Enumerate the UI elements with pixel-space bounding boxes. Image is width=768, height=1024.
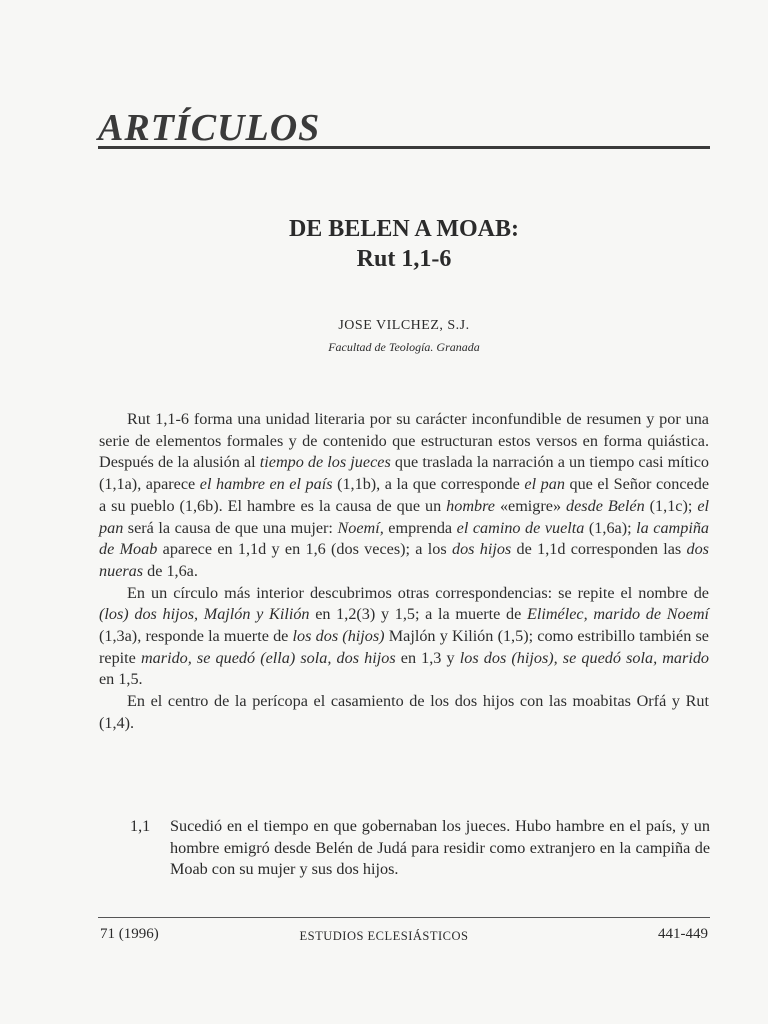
italic-run: dos nueras [99,540,709,580]
italic-run: Noemí, [337,518,384,537]
verse-quote [130,816,710,881]
italic-run: dos hijos [451,540,512,559]
italic-run: Elimélec, marido de Noemí [526,605,710,624]
author-affiliation: Facultad de Teología. Granada [328,340,480,354]
text-run: de 1,1d corresponden las [511,540,687,559]
header-rule [98,146,710,149]
text-run: en 1,3 y [395,648,460,667]
text-run: (1,3a), responde la muerte de [99,627,293,646]
italic-run: el hambre en el país [199,475,333,494]
text-run: Majlón y Kilión (1,5); como estribillo también se repite [99,627,709,667]
italic-run: hombre [446,496,495,515]
text-run: de 1,6a. [143,561,198,580]
footer-rule [98,917,710,918]
text-run: aparece en 1,1d y en 1,6 (dos veces); a los [157,540,452,559]
italic-run: los dos (hijos), se quedó sola, marido [459,648,710,667]
italic-run: el camino de vuelta [456,518,585,537]
italic-run: la campiña de Moab [99,518,710,559]
author-name: JOSE VILCHEZ, S.J. [338,318,470,333]
text-run: que traslada la narración a un tiempo casi mítico (1,1a), aparece [99,453,710,494]
text-run: en 1,5. [99,670,143,689]
article-title [98,214,710,274]
title-line-2: Rut 1,1-6 [356,246,452,272]
italic-run: desde Belén [566,496,645,515]
text-run: en 1,2(3) y 1,5; a la muerte de [309,605,527,624]
text-run: (1,6a); [584,518,637,537]
text-run: En un círculo más interior descubrimos otras correspondencias: se repite el nombre de [127,583,709,602]
text-run: «emigre» [494,496,567,515]
text-run: (1,1c); [644,496,698,515]
verse-text: Sucedió en el tiempo en que gobernaban los jueces. Hubo hambre en el país, y un hombre emigró desde Belén de Judá para residir como extranjero en la campiña de Moab con su mujer y sus dos hijos. [170,817,710,878]
text-run: (1,1b), a la que corresponde [332,475,525,494]
section-header: ARTÍCULOS [98,107,321,149]
paragraph-3: En el centro de la perícopa el casamiento de los dos hijos con las moabitas Orfá y Rut (1,4). [99,692,709,732]
italic-run: marido, se quedó (ella) sola, dos hijos [140,648,396,667]
paragraph-2 [99,583,709,692]
italic-run: (los) dos hijos, Majlón y Kilión [99,605,310,624]
text-run: Rut 1,1-6 forma una unidad literaria por su carácter inconfundible de resumen y por una serie de elementos formales y de contenido que estructuran estos versos en forma quiástica. Después de la alusión al [99,410,709,472]
footer-volume: 71 (1996) [100,926,159,942]
italic-run: el pan [99,496,709,537]
text-run: que el Señor concede a su pueblo (1,6b). El hambre es la causa de que un [99,475,710,515]
footer-journal: ESTUDIOS ECLESIÁSTICOS [299,929,469,943]
italic-run: el pan [524,475,565,494]
italic-run: tiempo de los jueces [259,453,391,472]
article-body [99,409,709,735]
verse-number: 1,1 [130,817,151,835]
italic-run: los dos (hijos) [292,627,385,646]
title-line-1: DE BELEN A MOAB: [288,216,520,242]
text-run: emprenda [383,518,457,537]
paragraph-1 [99,409,709,583]
footer-pages: 441-449 [658,926,708,942]
text-run: será la causa de que una mujer: [123,518,338,537]
